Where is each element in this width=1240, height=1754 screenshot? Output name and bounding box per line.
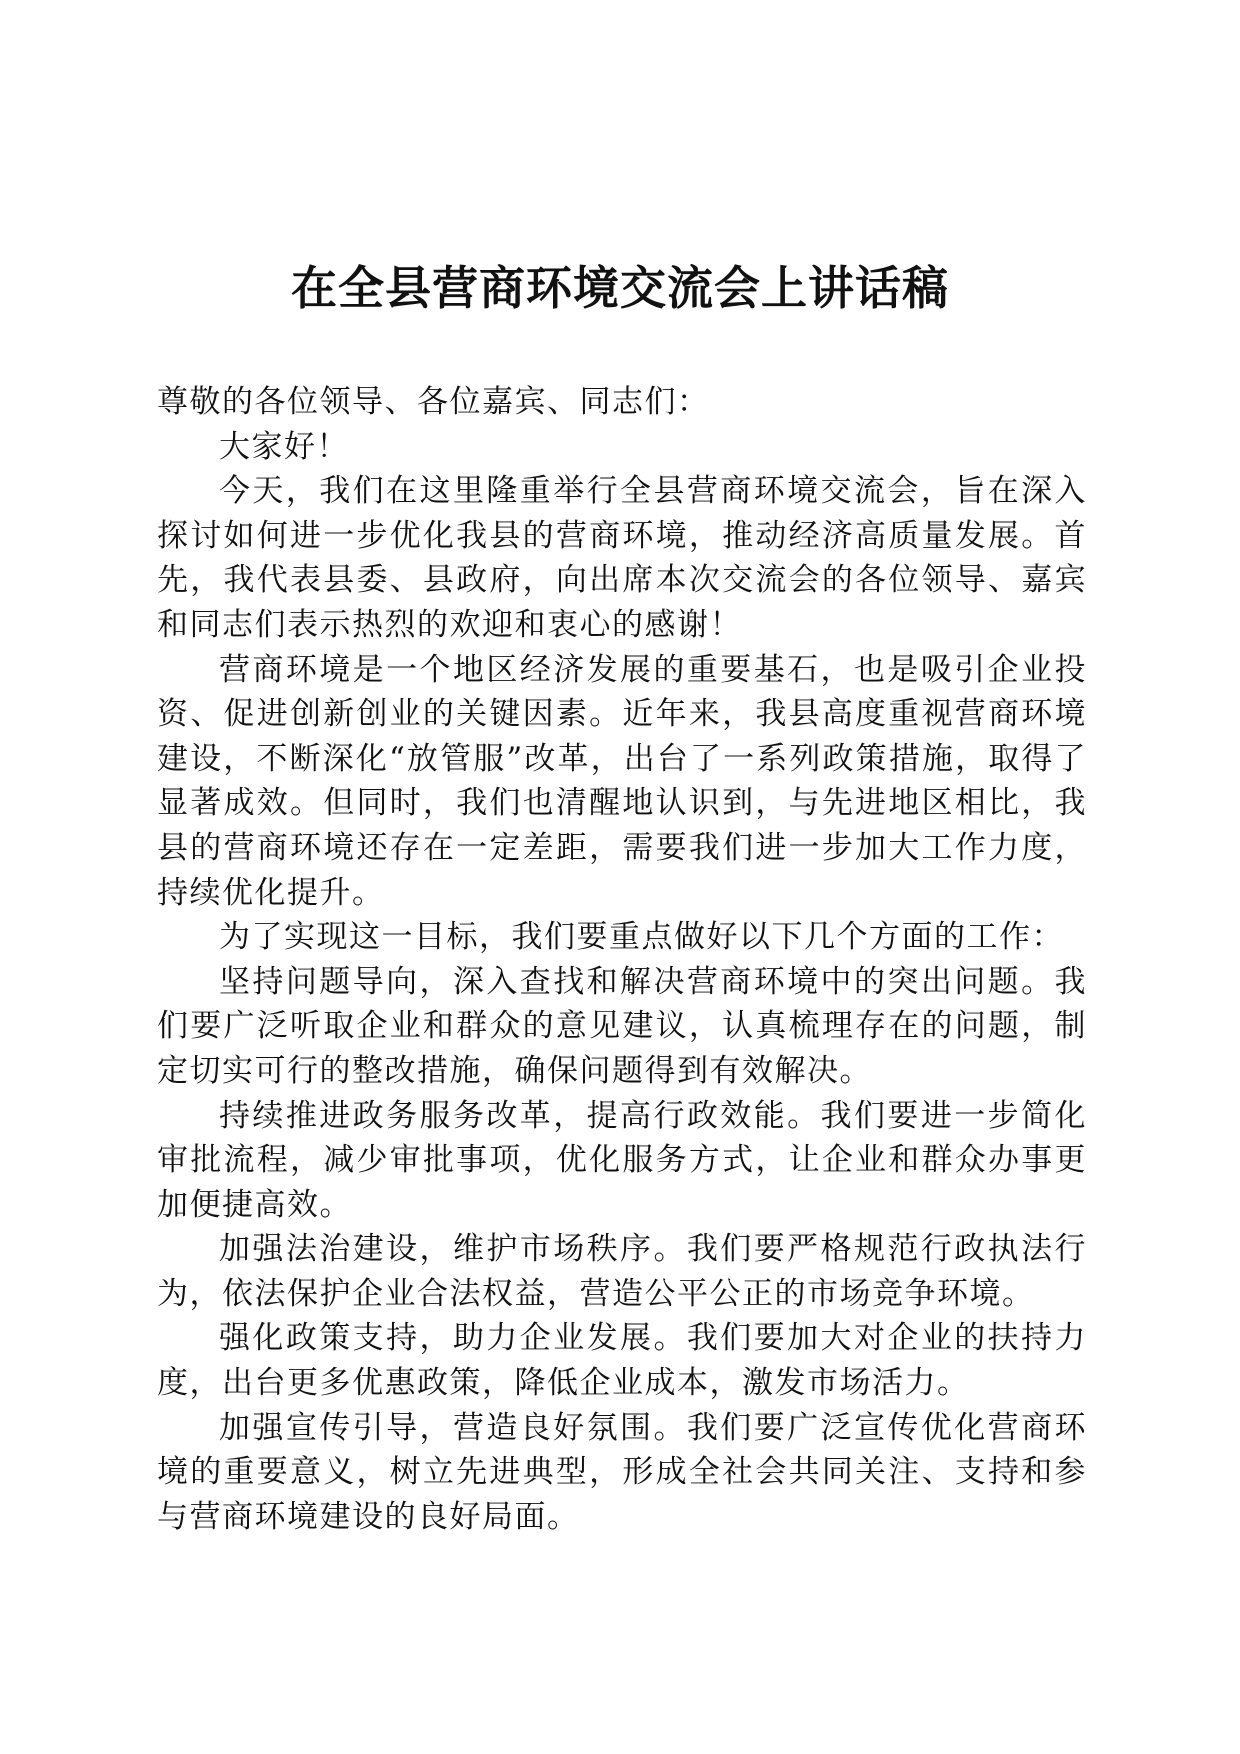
document-body [157, 380, 1087, 1539]
paragraph-opening: 今天，我们在这里隆重举行全县营商环境交流会，旨在深入探讨如何进一步优化我县的营商环境，推动经济高质量发展。首先，我代表县委、县政府，向出席本次交流会的各位领导、嘉宾和同志们表示热烈的欢迎和衷心的感谢！ [157, 473, 1087, 643]
document-title: 在全县营商环境交流会上讲话稿 [291, 261, 949, 315]
paragraph-task-policy-support: 强化政策支持，助力企业发展。我们要加大对企业的扶持力度，出台更多优惠政策，降低企业成本，激发市场活力。 [157, 1320, 1087, 1402]
salutation: 尊敬的各位领导、各位嘉宾、同志们： [157, 384, 710, 420]
paragraph-task-publicity: 加强宣传引导，营造良好氛围。我们要广泛宣传优化营商环境的重要意义，树立先进典型，形成全社会共同关注、支持和参与营商环境建设的良好局面。 [157, 1409, 1087, 1535]
paragraph-task-problem-oriented: 坚持问题导向，深入查找和解决营商环境中的突出问题。我们要广泛听取企业和群众的意见建议，认真梳理存在的问题，制定切实可行的整改措施，确保问题得到有效解决。 [157, 963, 1087, 1089]
paragraph-task-rule-of-law: 加强法治建设，维护市场秩序。我们要严格规范行政执法行为，依法保护企业合法权益，营造公平公正的市场竞争环境。 [157, 1231, 1087, 1312]
paragraph-transition: 为了实现这一目标，我们要重点做好以下几个方面的工作： [219, 919, 1064, 956]
paragraph-task-government-services: 持续推进政务服务改革，提高行政效能。我们要进一步简化审批流程，减少审批事项，优化服务方式，让企业和群众办事更加便捷高效。 [157, 1097, 1087, 1223]
paragraph-background: 营商环境是一个地区经济发展的重要基石，也是吸引企业投资、促进创新创业的关键因素。近年来，我县高度重视营商环境建设，不断深化“放管服”改革，出台了一系列政策措施，取得了显著成效。但同时，我们也清醒地认识到，与先进地区相比，我县的营商环境还存在一定差距，需要我们进一步加大工作力度，持续优化提升。 [157, 651, 1087, 911]
paragraph-greeting: 大家好！ [219, 428, 349, 465]
